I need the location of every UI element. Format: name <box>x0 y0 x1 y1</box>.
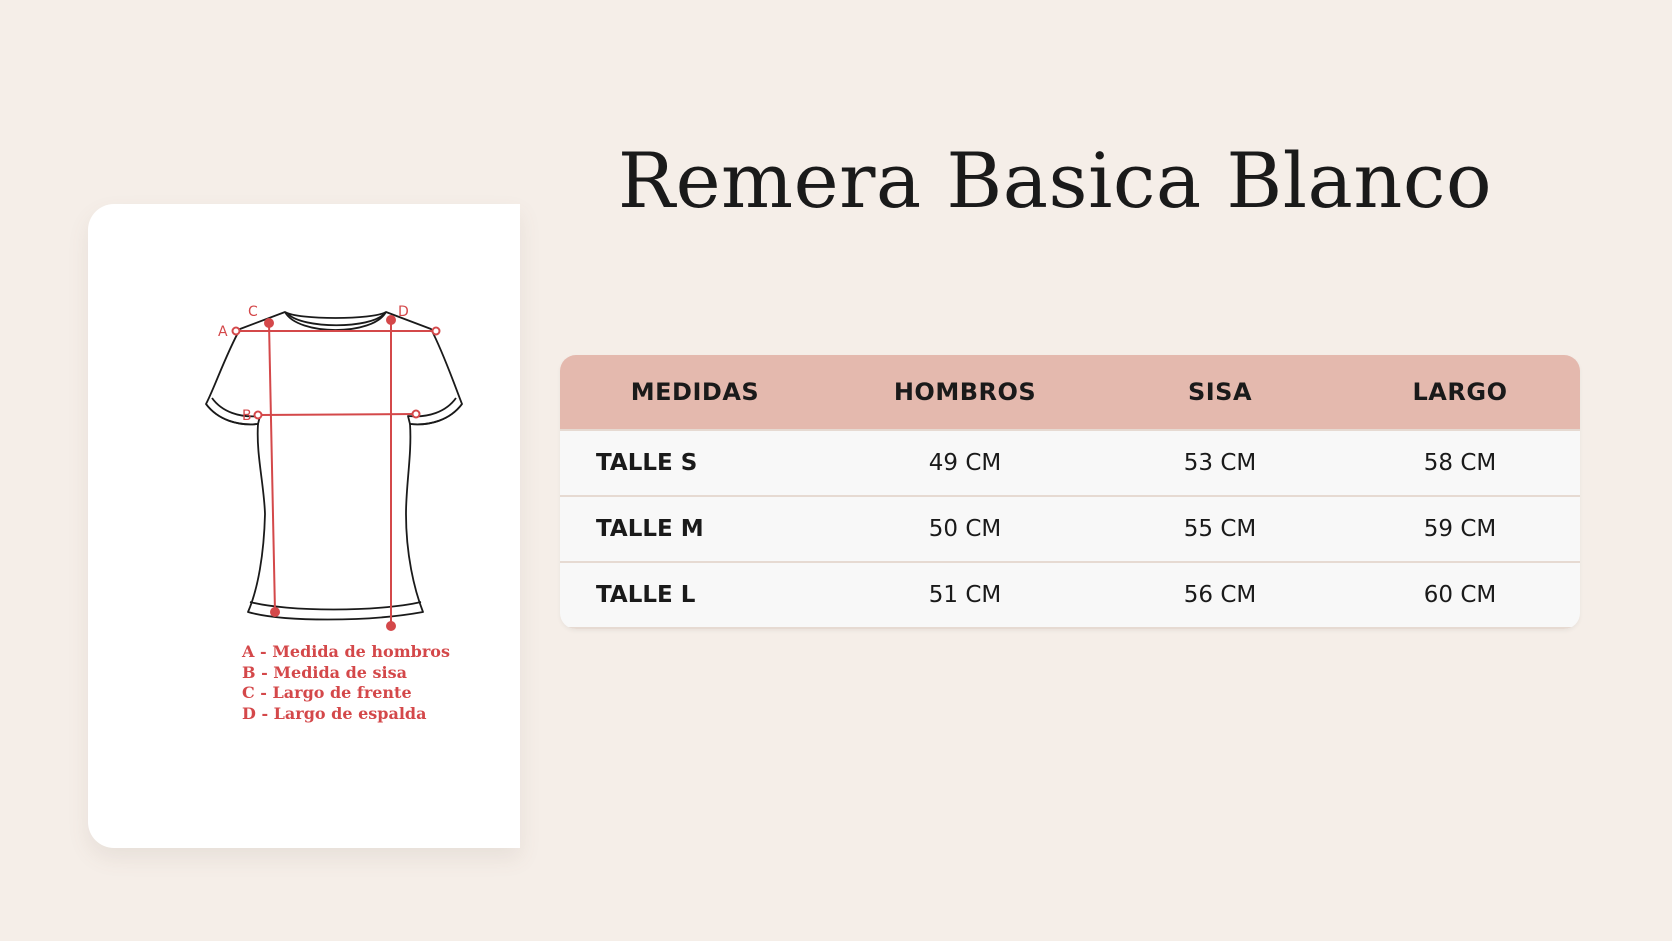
cell-hombros: 51 CM <box>928 582 1002 608</box>
header-medidas: MEDIDAS <box>630 378 760 406</box>
table-header-row <box>560 355 1580 430</box>
row-label: TALLE S <box>596 450 698 476</box>
point-label-b: B <box>242 408 252 424</box>
legend-item-c: C - Largo de frente <box>242 683 412 702</box>
cell-sisa: 56 CM <box>1183 582 1257 608</box>
legend-item-d: D - Largo de espalda <box>242 703 427 723</box>
cell-hombros: 50 CM <box>928 516 1002 542</box>
row-label: TALLE M <box>596 516 704 542</box>
table-row <box>560 562 1580 628</box>
measure-line-b <box>258 414 416 415</box>
header-hombros: HOMBROS <box>893 378 1037 406</box>
size-guide-image-card <box>88 204 520 848</box>
row-label: TALLE L <box>596 582 696 608</box>
cell-sisa: 55 CM <box>1183 516 1257 542</box>
table-row <box>560 496 1580 562</box>
point-label-a: A <box>218 324 228 340</box>
cell-largo: 60 CM <box>1423 582 1497 608</box>
tshirt-outline-icon <box>206 312 462 620</box>
header-sisa: SISA <box>1187 378 1253 406</box>
point-label-d: D <box>398 304 409 320</box>
table-row <box>560 430 1580 496</box>
cell-largo: 58 CM <box>1423 450 1497 476</box>
cell-hombros: 49 CM <box>928 450 1002 476</box>
point-label-c: C <box>248 304 258 320</box>
cell-largo: 59 CM <box>1423 516 1497 542</box>
page-title: Remera Basica Blanco <box>617 136 1493 225</box>
size-table <box>560 355 1580 629</box>
legend-item-b: B - Medida de sisa <box>242 662 407 682</box>
cell-sisa: 53 CM <box>1183 450 1257 476</box>
header-largo: LARGO <box>1412 378 1508 406</box>
legend-item-a: A - Medida de hombros <box>242 642 450 661</box>
measurement-legend <box>242 642 450 724</box>
tshirt-measurement-diagram <box>88 204 520 848</box>
